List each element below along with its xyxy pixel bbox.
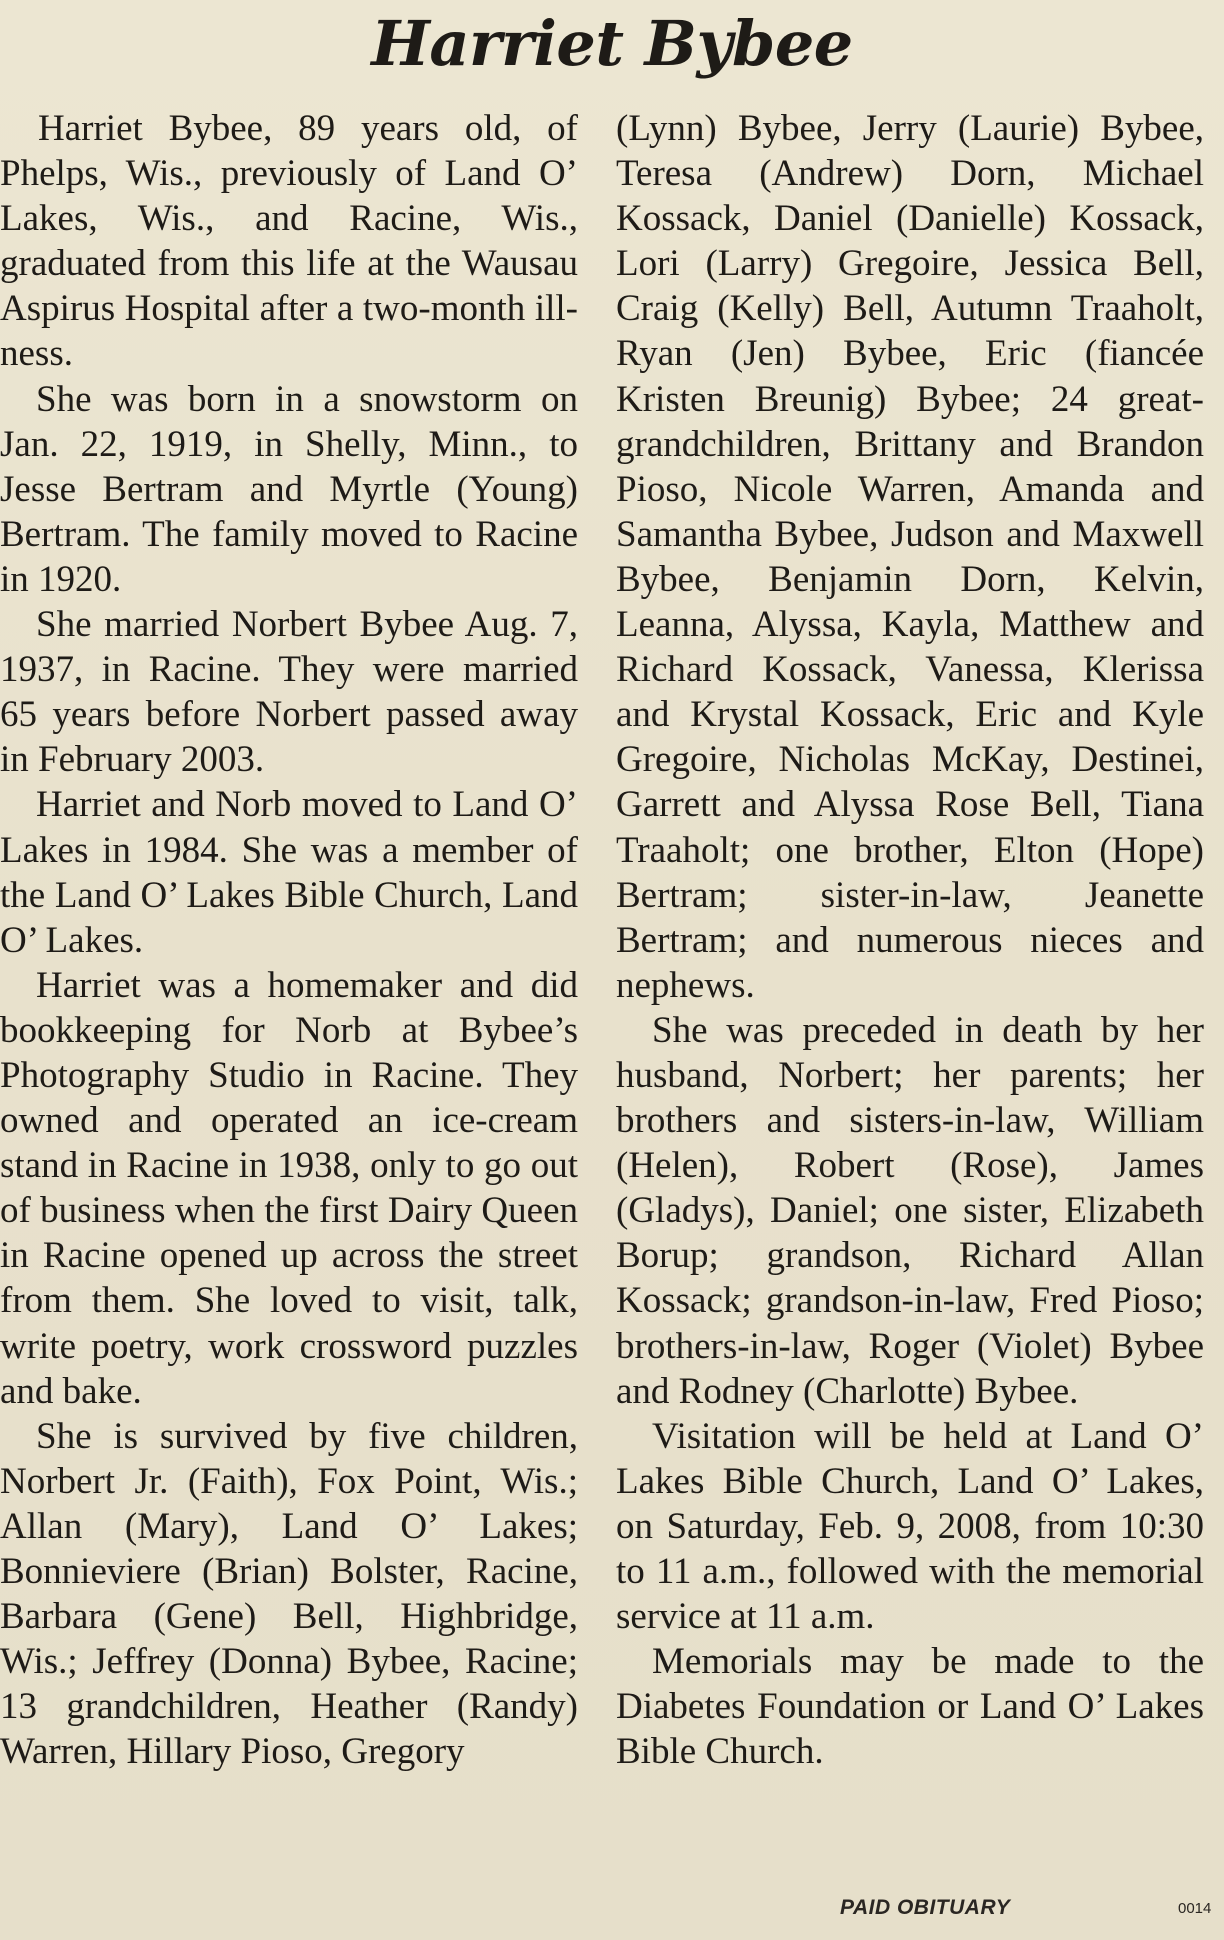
obituary-title: Harriet Bybee	[371, 7, 853, 80]
right-column	[616, 106, 1204, 1774]
left-column	[0, 106, 578, 1774]
paragraph-visitation: Visitation will be held at Land O’ Lakes Bible Church, Land O’ Lakes, on Saturday, Feb. 9, 2008, from 10:30 to 11 a.m., followed with the memorial service at 11 a.m.	[616, 1415, 1204, 1638]
paragraph-church: Harriet and Norb moved to Land O’ Lakes in 1984. She was a member of the Land O’ Lakes Bible Church, Land O’ Lakes.	[0, 784, 578, 961]
paragraph-preceded: She was preceded in death by her husband, Norbert; her parents; her brothers and sisters-in-law, William (Helen), Robert (Rose), James (Gladys), Daniel; one sister, Elizabeth Borup; grandson, Richard Allan Kossack; grandson-in-law, Fred Pioso; brothers-in-law, Roger (Violet) Bybee and Rodney (Charlotte) Bybee.	[616, 1009, 1204, 1412]
paragraph-survivors-continued: (Lynn) Bybee, Jerry (Laurie) Bybee, Teresa (Andrew) Dorn, Michael Kossack, Daniel (Danielle) Kossack, Lori (Larry) Gregoire, Jessica Bell, Craig (Kelly) Bell, Autumn Traaholt, Ryan (Jen) Bybee, Eric (fiancée Kristen Breunig) Bybee; 24 great-grandchildren, Brittany and Brandon Pioso, Nicole Warren, Amanda and Samantha Bybee, Judson and Maxwell Bybee, Benjamin Dorn, Kelvin, Leanna, Alyssa, Kayla, Matthew and Richard Kossack, Vanessa, Klerissa and Krystal Kossack, Eric and Kyle Gregoire, Nicholas McKay, Destinei, Garrett and Alyssa Rose Bell, Tiana Traaholt; one brother, Elton (Hope) Bertram; sister-in-law, Jeanette Bertram; and numerous nieces and nephews.	[616, 108, 1204, 1006]
ad-code: 0014	[1178, 1900, 1212, 1917]
paragraph-survivors: She is survived by five children, Norbert Jr. (Faith), Fox Point, Wis.; Allan (Mary), Land O’ Lakes; Bonnieviere (Brian) Bolster, Racine, Barbara (Gene) Bell, Highbridge, Wis.; Jeffrey (Donna) Bybee, Racine; 13 grandchildren, Heather (Randy) Warren, Hillary Pioso, Gregory	[0, 1415, 578, 1773]
paragraph-intro: Harriet Bybee, 89 years old, of Phelps, Wis., previously of Land O’ Lakes, Wis., and Racine, Wis., graduated from this life at the Wausau Aspirus Hospital after a two-month illness.	[0, 108, 578, 375]
paragraph-birth: She was born in a snowstorm on Jan. 22, 1919, in Shelly, Minn., to Jesse Bertram and Myrtle (Young) Bertram. The family moved to Racine in 1920.	[0, 378, 578, 600]
paragraph-life: Harriet was a homemaker and did bookkeeping for Norb at Bybee’s Photography Studio in Racine. They owned and operated an ice-cream stand in Racine in 1938, only to go out of business when the first Dairy Queen in Racine opened up across the street from them. She loved to visit, talk, write poetry, work crossword puzzles and bake.	[0, 964, 578, 1412]
paragraph-marriage: She married Norbert Bybee Aug. 7, 1937, in Racine. They were married 65 years before Norbert passed away in February 2003.	[0, 604, 578, 781]
paragraph-memorials: Memorials may be made to the Diabetes Foundation or Land O’ Lakes Bible Church.	[616, 1641, 1204, 1773]
paid-obituary-label: PAID OBITUARY	[840, 1896, 1011, 1919]
